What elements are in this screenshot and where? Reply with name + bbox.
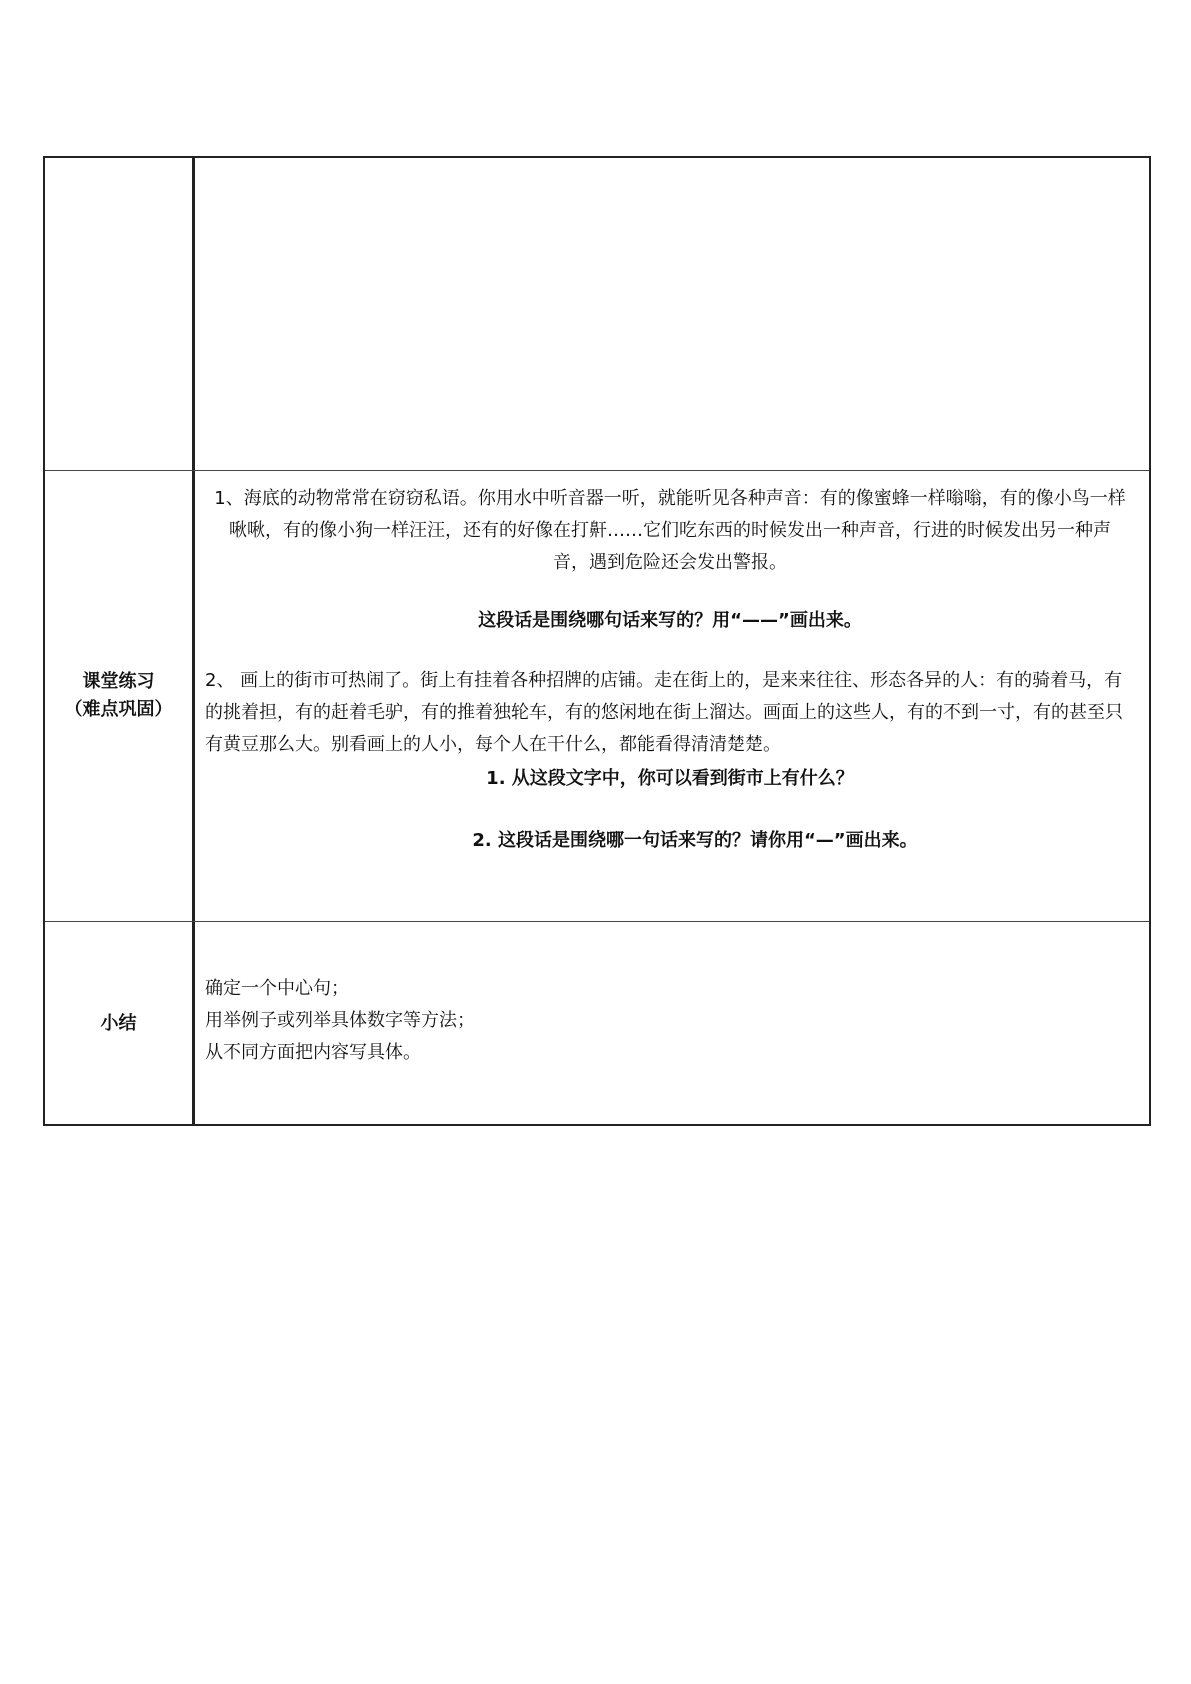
practice-label-subtitle: （难点巩固） (64, 699, 173, 720)
summary-label: 小结 (100, 1013, 137, 1034)
empty-row (45, 158, 1149, 470)
summary-line: 确定一个中心句； (205, 978, 349, 999)
summary-line: 从不同方面把内容写具体。 (205, 1042, 421, 1063)
summary-content (205, 922, 1135, 1126)
practice-label-title: 课堂练习 (82, 671, 155, 692)
exercise2-question2: 2. 这段话是围绕哪一句话来写的？请你用“—”画出来。 (472, 830, 918, 851)
exercise2-text: 2、 画上的街市可热闹了。街上有挂着各种招牌的店铺。走在街上的，是来来往往、形态各异的人：有的骑着马，有的挑着担，有的赶着毛驴，有的推着独轮车，有的悠闲地在街上溜达。画面上的这些人，有的不到一寸，有的甚至只有黄豆那么大。别看画上的人小，每个人在干什么，都能看得清清楚楚。 (205, 670, 1123, 755)
empty-row-content (205, 158, 1135, 470)
summary-line: 用举例子或列举具体数字等方法； (205, 1010, 475, 1031)
exercise2-question1: 1. 从这段文字中，你可以看到街市上有什么？ (486, 768, 854, 789)
summary-row (45, 922, 1149, 1126)
exercise1-question: 这段话是围绕哪句话来写的？用“——”画出来。 (478, 610, 862, 631)
practice-content (205, 471, 1135, 921)
exercise1-text: 1、海底的动物常常在窃窃私语。你用水中听音器一听，就能听见各种声音：有的像蜜蜂一样嗡嗡，有的像小鸟一样啾啾，有的像小狗一样汪汪，还有的好像在打鼾……它们吃东西的时候发出一种声音，行进的时候发出另一种声音，遇到危险还会发出警报。 (214, 488, 1126, 573)
lesson-table (43, 156, 1151, 1126)
practice-row (45, 471, 1149, 921)
practice-label (45, 471, 192, 921)
empty-row-label (45, 158, 192, 470)
